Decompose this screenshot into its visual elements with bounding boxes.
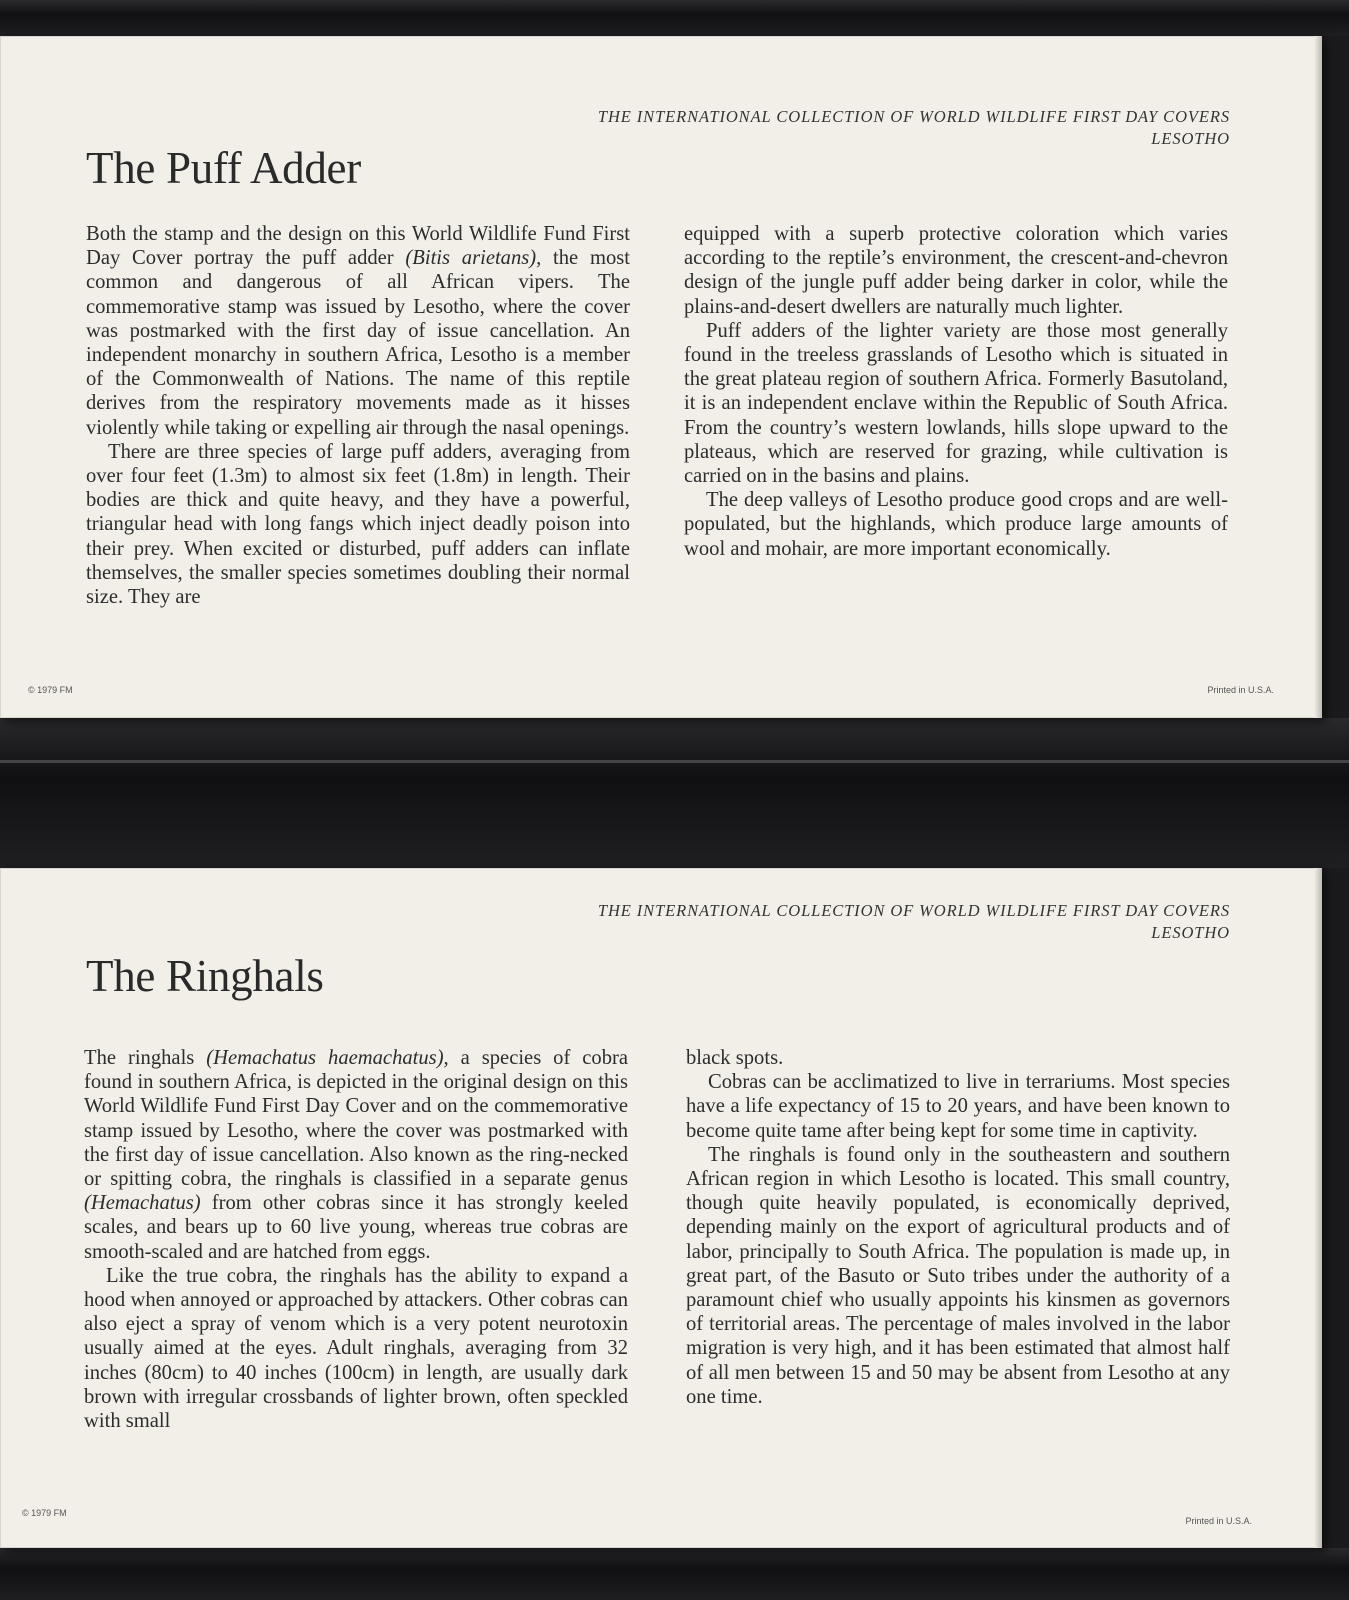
scientific-name: (Bitis arietans), <box>405 247 542 270</box>
header-collection-line: THE INTERNATIONAL COLLECTION OF WORLD WILDLIFE FIRST DAY COVERS <box>597 107 1230 126</box>
text-column-right <box>684 222 1228 561</box>
album-sleeve-middle <box>0 718 1349 868</box>
copyright-note: © 1979 FM <box>22 1508 67 1518</box>
text-column-left <box>84 1046 628 1433</box>
printed-note: Printed in U.S.A. <box>1207 685 1274 695</box>
text-column-right <box>686 1046 1230 1409</box>
header-country-line: LESOTHO <box>1151 129 1230 148</box>
paragraph: There are three species of large puff adders, averaging from over four feet (1.3m) to almost six feet (1.8m) in length. Their bodies are thick and quite heavy, and they have a powerful, triangular head with long fangs which inject deadly poison into their prey. When excited or disturbed, puff adders can inflate themselves, the smaller species sometimes doubling their normal size. They are <box>86 440 630 609</box>
album-sleeve-top <box>0 0 1349 36</box>
info-card-puff-adder <box>0 36 1322 718</box>
paragraph: black spots. <box>686 1047 784 1069</box>
printed-note: Printed in U.S.A. <box>1185 1516 1252 1526</box>
text-column-left <box>86 222 630 609</box>
info-card-ringhals <box>0 868 1322 1548</box>
header-collection-line: THE INTERNATIONAL COLLECTION OF WORLD WILDLIFE FIRST DAY COVERS <box>597 901 1230 920</box>
scientific-name: (Hemachatus haemachatus), <box>206 1047 449 1069</box>
paragraph: Like the true cobra, the ringhals has the ability to expand a hood when annoyed or approached by attackers. Other cobras can also eject a spray of venom which is a very potent neurotoxin usually aimed at the eyes. Adult ringhals, averaging from 32 inches (80cm) to 40 inches (100cm) in length, are usually dark brown with irregular crossbands of lighter brown, often speckled with small <box>84 1264 628 1433</box>
paragraph: Puff adders of the lighter variety are those most generally found in the treeless grasslands of Lesotho which is situated in the great plateau region of southern Africa. Formerly Basutoland, it is an independent enclave within the Republic of South Africa. From the country’s western lowlands, hills slope upward to the plateaus, which are reserved for grazing, while cultivation is carried on in the basins and plains. <box>684 319 1228 488</box>
paragraph: The ringhals is found only in the southeastern and southern African region in which Lesotho is located. This small country, though quite heavily populated, is economically deprived, depending mainly on the export of agricultural products and of labor, principally to South Africa. The population is made up, in great part, of the Basuto or Suto tribes under the authority of a paramount chief who usually appoints his kinsmen as governors of territorial areas. The percentage of males involved in the labor migration is very high, and it has been estimated that almost half of all men between 15 and 50 may be absent from Lesotho at any one time. <box>686 1143 1230 1408</box>
paragraph: The ringhals (Hemachatus haemachatus), a species of cobra found in southern Africa, is depicted in the original design on this World Wildlife Fund First Day Cover and on the commemorative stamp issued by Lesotho, where the cover was postmarked with the first day of issue cancellation. Also known as the ring-necked or spitting cobra, the ringhals is classified in a separate genus (Hemachatus) from other cobras since it has strongly keeled scales, and bears up to 60 live young, whereas true cobras are smooth-scaled and are hatched from eggs. <box>84 1047 628 1263</box>
page-title: The Puff Adder <box>86 143 361 193</box>
copyright-note: © 1979 FM <box>28 685 73 695</box>
header-country-line: LESOTHO <box>1151 923 1230 942</box>
paragraph: Both the stamp and the design on this World Wildlife Fund First Day Cover portray the puff adder (Bitis arietans), the most common and dangerous of all African vipers. The commemorative stamp was issued by Lesotho, where the cover was postmarked with the first day of issue cancellation. An independent monarchy in southern Africa, Lesotho is a member of the Commonwealth of Nations. The name of this reptile derives from the respiratory movements made as it hisses violently while taking or expelling air through the nasal openings. <box>86 223 630 439</box>
album-sleeve-bottom <box>0 1548 1349 1600</box>
sleeve-edge-line <box>0 760 1349 763</box>
paragraph: The deep valleys of Lesotho produce good crops and are well-populated, but the highlands, which produce large amounts of wool and mohair, are more important economically. <box>684 489 1228 560</box>
page-title: The Ringhals <box>86 951 324 1001</box>
collection-header <box>598 900 1230 944</box>
paragraph: equipped with a superb protective coloration which varies according to the reptile’s environment, the crescent-and-chevron design of the jungle puff adder being darker in color, while the plains-and-desert dwellers are naturally much lighter. <box>684 223 1228 318</box>
paragraph: Cobras can be acclimatized to live in terrariums. Most species have a life expectancy of 15 to 20 years, and have been known to become quite tame after being kept for some time in captivity. <box>686 1071 1230 1142</box>
genus-name: (Hemachatus) <box>84 1192 201 1215</box>
collection-header <box>598 106 1230 150</box>
